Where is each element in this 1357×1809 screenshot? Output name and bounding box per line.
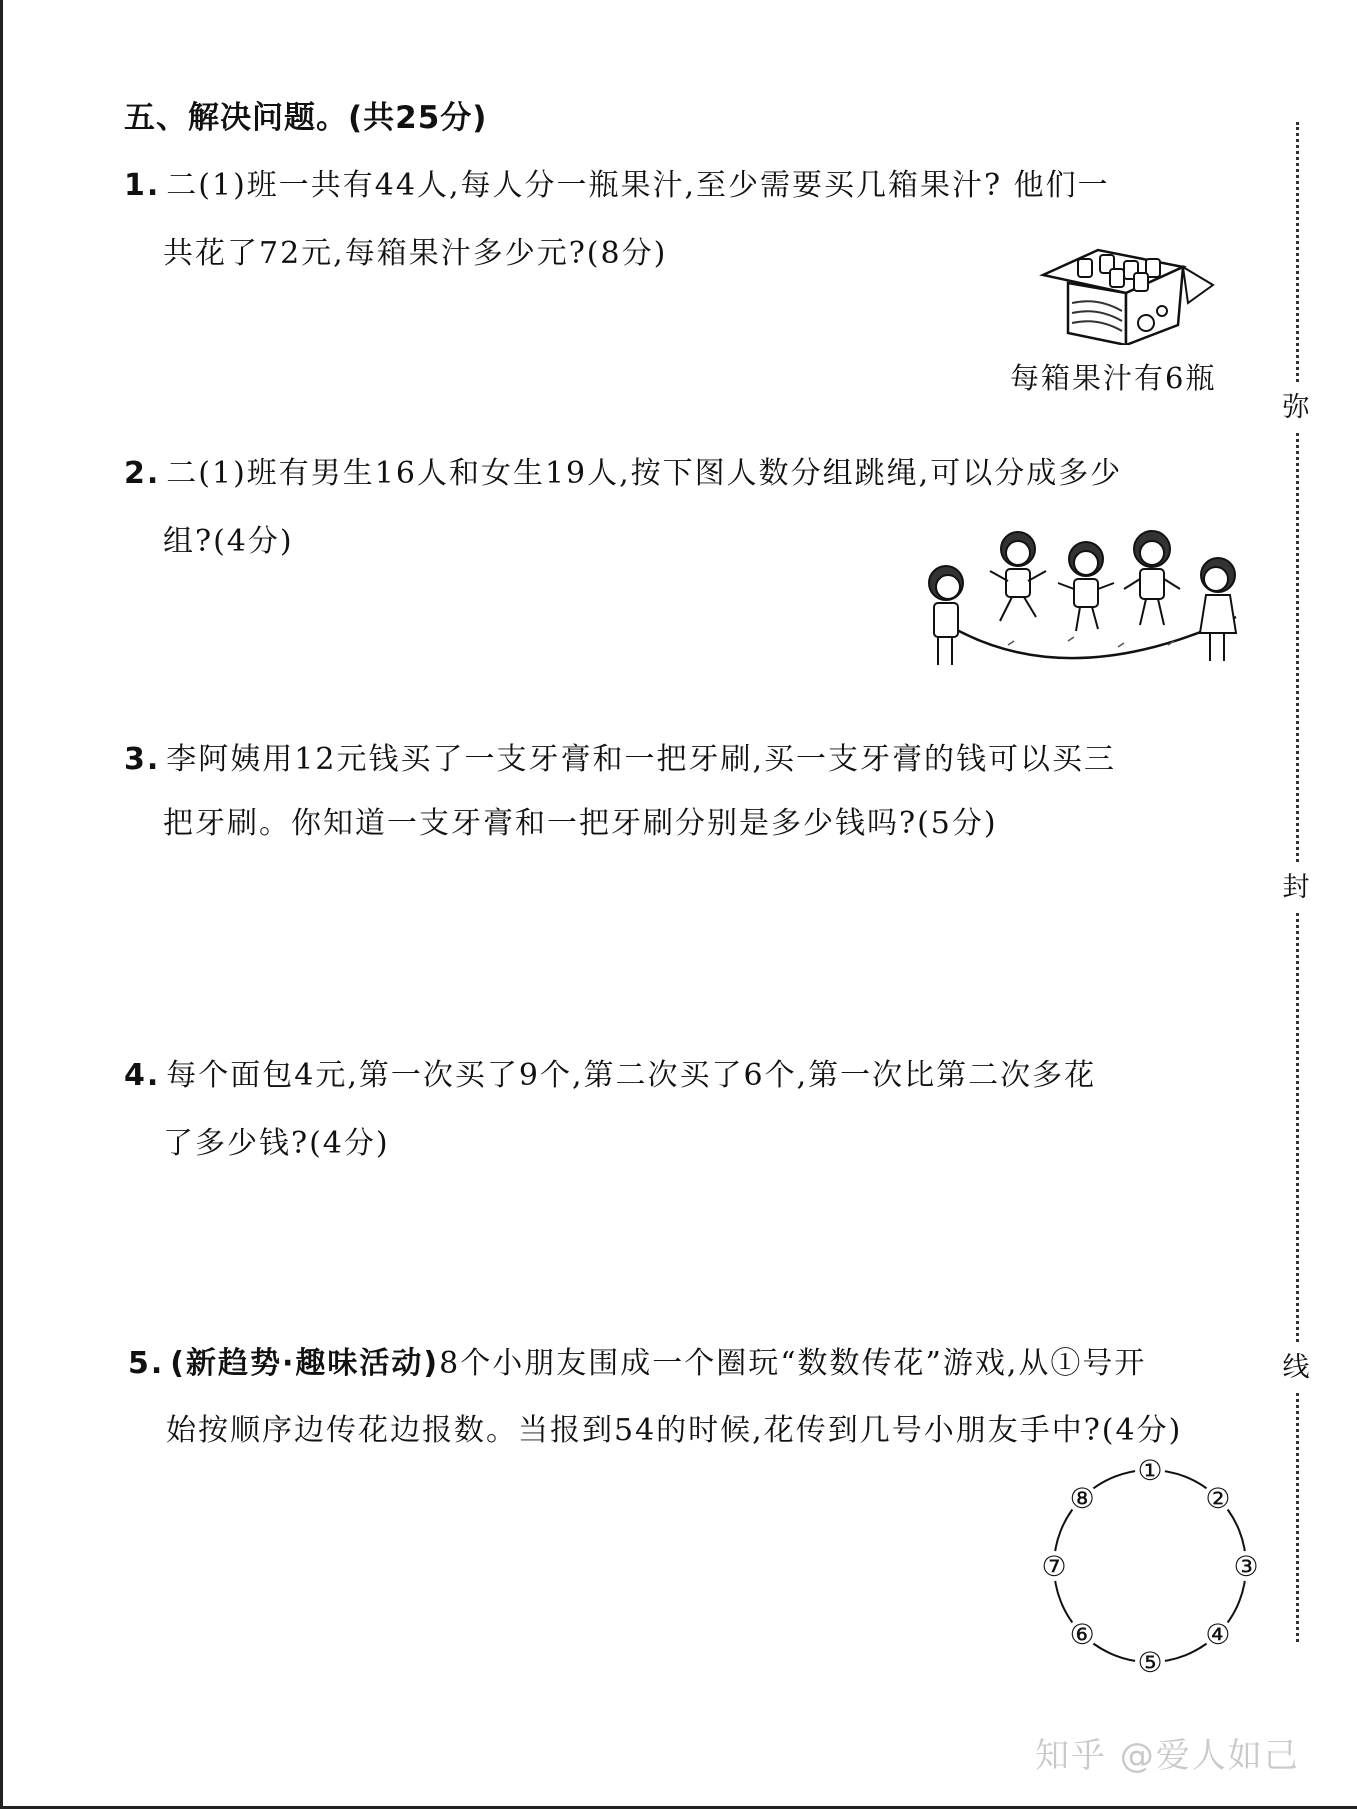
child-left (929, 566, 963, 665)
question-1-text-1: 二(1)班一共有44人,每人分一瓶果汁,至少需要买几箱果汁? 他们一 (166, 168, 1110, 203)
question-4-line-2: 了多少钱?(4分) (163, 1126, 390, 1161)
children-circle-diagram (1040, 1456, 1260, 1676)
watermark: 知乎 @爱人如己 (1035, 1736, 1300, 1776)
seal-char-mi: 弥 (1276, 385, 1316, 431)
child-jumping-2 (1058, 542, 1114, 631)
question-4-number: 4. (124, 1058, 161, 1093)
ground-marks (1008, 637, 1174, 647)
juice-box-illustration (1038, 245, 1218, 345)
question-5-line-2: 始按顺序边传花边报数。当报到54的时候,花传到几号小朋友手中?(4分) (166, 1413, 1183, 1448)
question-3-line-2: 把牙刷。你知道一支牙膏和一把牙刷分别是多少钱吗?(5分) (163, 806, 998, 841)
circle-label-4: ④ (1205, 1617, 1231, 1651)
question-4-text-1: 每个面包4元,第一次买了9个,第二次买了6个,第一次比第二次多花 (166, 1058, 1097, 1093)
question-2-line-1 (124, 448, 1122, 492)
question-5-number: 5. (128, 1346, 165, 1381)
question-4-line-1 (124, 1050, 1096, 1094)
question-5-tag: (新趋势·趣味活动) (170, 1346, 440, 1381)
question-1-number: 1. (124, 168, 161, 203)
jump-rope-children-illustration (918, 525, 1253, 673)
question-2-line-2: 组?(4分) (163, 524, 294, 559)
question-1-caption: 每箱果汁有6瓶 (1010, 361, 1217, 395)
circle-label-7: ⑦ (1041, 1550, 1067, 1583)
circle-label-1: ① (1137, 1456, 1163, 1487)
child-right (1200, 558, 1236, 661)
circle-label-6: ⑥ (1069, 1617, 1095, 1651)
seal-char-xian: 线 (1276, 1345, 1316, 1391)
question-5-text-1: 8个小朋友围成一个圈玩“数数传花”游戏,从①号开 (439, 1346, 1147, 1381)
question-5-line-1 (128, 1338, 1146, 1382)
juice-box-front (1068, 283, 1126, 345)
seal-char-feng: 封 (1276, 865, 1316, 911)
circle-label-8: ⑧ (1069, 1482, 1095, 1516)
child-jumping-1 (990, 532, 1046, 621)
question-3-line-1 (124, 734, 1116, 778)
juice-box-flap (1183, 267, 1213, 303)
section-title: 五、解决问题。(共25分) (124, 100, 488, 136)
question-1-line-2: 共花了72元,每箱果汁多少元?(8分) (163, 236, 668, 271)
jump-rope (948, 617, 1236, 658)
circle-labels (1040, 1456, 1260, 1676)
circle-label-2: ② (1205, 1482, 1231, 1516)
child-jumping-3 (1124, 531, 1180, 625)
question-2-text-1: 二(1)班有男生16人和女生19人,按下图人数分组跳绳,可以分成多少 (166, 456, 1123, 491)
question-3-number: 3. (124, 742, 161, 777)
question-1-line-1 (124, 160, 1110, 204)
question-3-text-1: 李阿姨用12元钱买了一支牙膏和一把牙刷,买一支牙膏的钱可以买三 (166, 742, 1116, 777)
circle-label-3: ③ (1233, 1550, 1259, 1583)
circle-label-5: ⑤ (1137, 1646, 1163, 1676)
question-2-number: 2. (124, 456, 161, 491)
